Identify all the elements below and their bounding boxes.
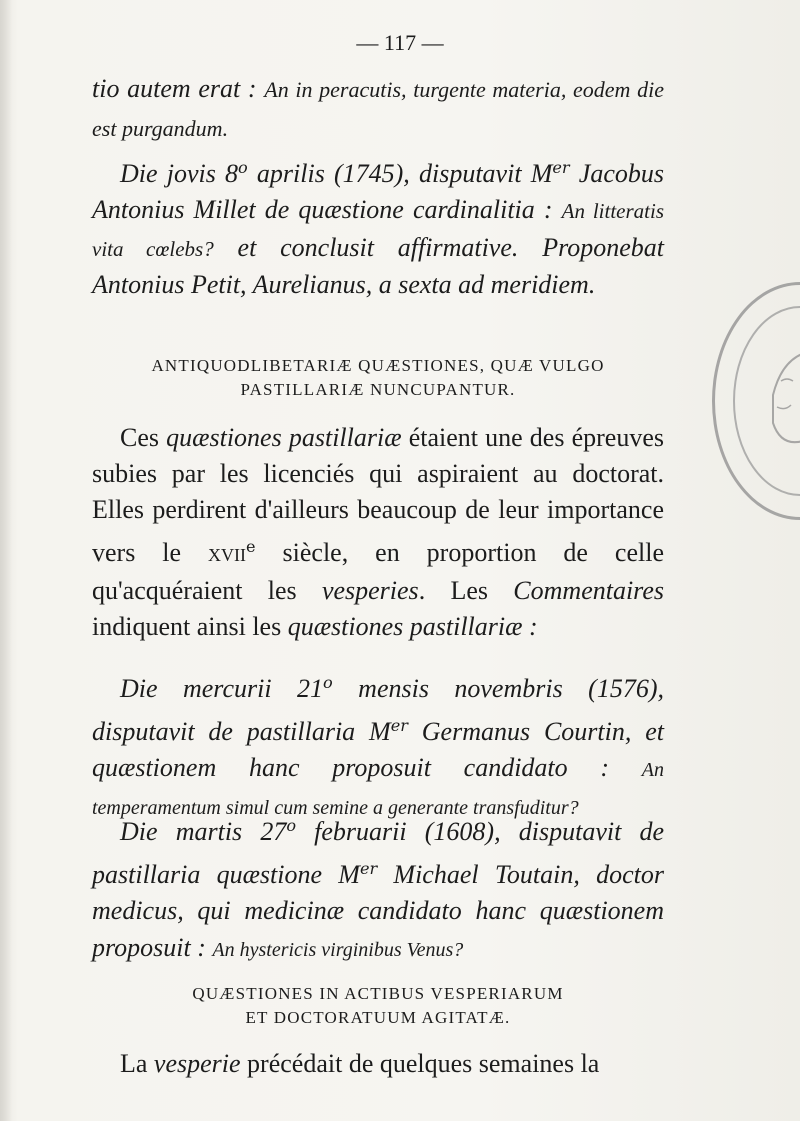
paragraph-courtin: [92, 665, 664, 827]
library-stamp: [712, 282, 800, 520]
text-run: Michael Toutain, doctor medicus, qui medicinæ candidato hanc quæstionem proposuit :: [92, 859, 664, 963]
text-run: Germanus Courtin, et quæstionem hanc proposuit candidato :: [92, 716, 664, 783]
text-run-italic: vesperie: [153, 1049, 241, 1078]
question-text: An temperamentum simul cum semine a generante transfuditur?: [92, 759, 664, 820]
question-text: An hystericis virginibus Venus?: [212, 939, 464, 962]
superscript: e: [246, 536, 256, 556]
superscript: o: [238, 158, 248, 177]
text-run: februarii (1608), disputavit de pastillaria quæstione M: [92, 816, 664, 889]
text-run: mensis novembris (1576), disputavit de pastillaria M: [92, 673, 664, 746]
superscript: er: [390, 715, 408, 735]
text-run: Die jovis 8: [120, 158, 239, 188]
text-run: aprilis (1745), disputavit M: [247, 158, 553, 188]
text-run: étaient une des épreuves subies par les licenciés qui aspiraient au doctorat. Elles perdirent d'ailleurs beaucoup de leur importance vers le: [92, 423, 664, 567]
superscript: er: [552, 158, 570, 177]
superscript: o: [286, 816, 297, 835]
paragraph-continuation: [92, 70, 664, 148]
heading-line: PASTILLARIÆ NUNCUPANTUR.: [240, 380, 516, 399]
text-run: tio autem erat :: [92, 74, 265, 103]
text-run: Die mercurii 21: [120, 673, 324, 703]
superscript: er: [359, 858, 378, 878]
heading-line: ANTIQUODLIBETARIÆ QUÆSTIONES, QUÆ VULGO: [151, 356, 605, 375]
text-run: et conclusit affirmative. Proponebat Antonius Petit, Aurelianus, a sexta ad meridiem.: [92, 232, 664, 300]
text-run: Ces: [120, 423, 167, 452]
text-run: précédait de quelques semaines la: [240, 1049, 600, 1078]
question-text: An in peracutis, turgente materia, eodem die est purgandum.: [92, 77, 664, 141]
paragraph-toutain: [92, 808, 664, 969]
question-text: An litteratis vita cœlebs?: [92, 199, 664, 261]
text-run-italic: Commentaires: [513, 575, 664, 605]
superscript: o: [323, 673, 333, 692]
page-number: — 117 —: [356, 30, 444, 55]
text-run: Jacobus Antonius Millet de quæstione cardinalitia :: [92, 158, 665, 225]
text-run-italic: quæstiones pastillariæ: [166, 423, 402, 452]
heading-line: ET DOCTORATUUM AGITATÆ.: [245, 1008, 511, 1027]
century-numeral: XVII: [208, 544, 247, 565]
text-run: . Les: [418, 575, 514, 605]
paragraph-pastillariae: [92, 420, 664, 645]
heading-line: QUÆSTIONES IN ACTIBUS VESPERIARUM: [192, 984, 564, 1003]
text-run: Die martis 27: [120, 816, 287, 846]
paragraph-vesperie: [92, 1046, 664, 1083]
paragraph-millet: [92, 150, 664, 304]
text-run-italic: quæstiones pastillariæ :: [287, 611, 538, 641]
text-run-italic: vesperies: [321, 575, 419, 605]
text-run: La: [120, 1049, 154, 1078]
text-run: indiquent ainsi les: [92, 611, 288, 641]
section-heading-pastillariae: [92, 354, 664, 402]
section-heading-vesperiarum: [92, 982, 664, 1030]
stamp-seal-icon: [715, 285, 800, 517]
text-run: siècle, en proportion de celle qu'acquéraient les: [92, 537, 664, 605]
page-edge-shadow: [0, 0, 12, 1121]
